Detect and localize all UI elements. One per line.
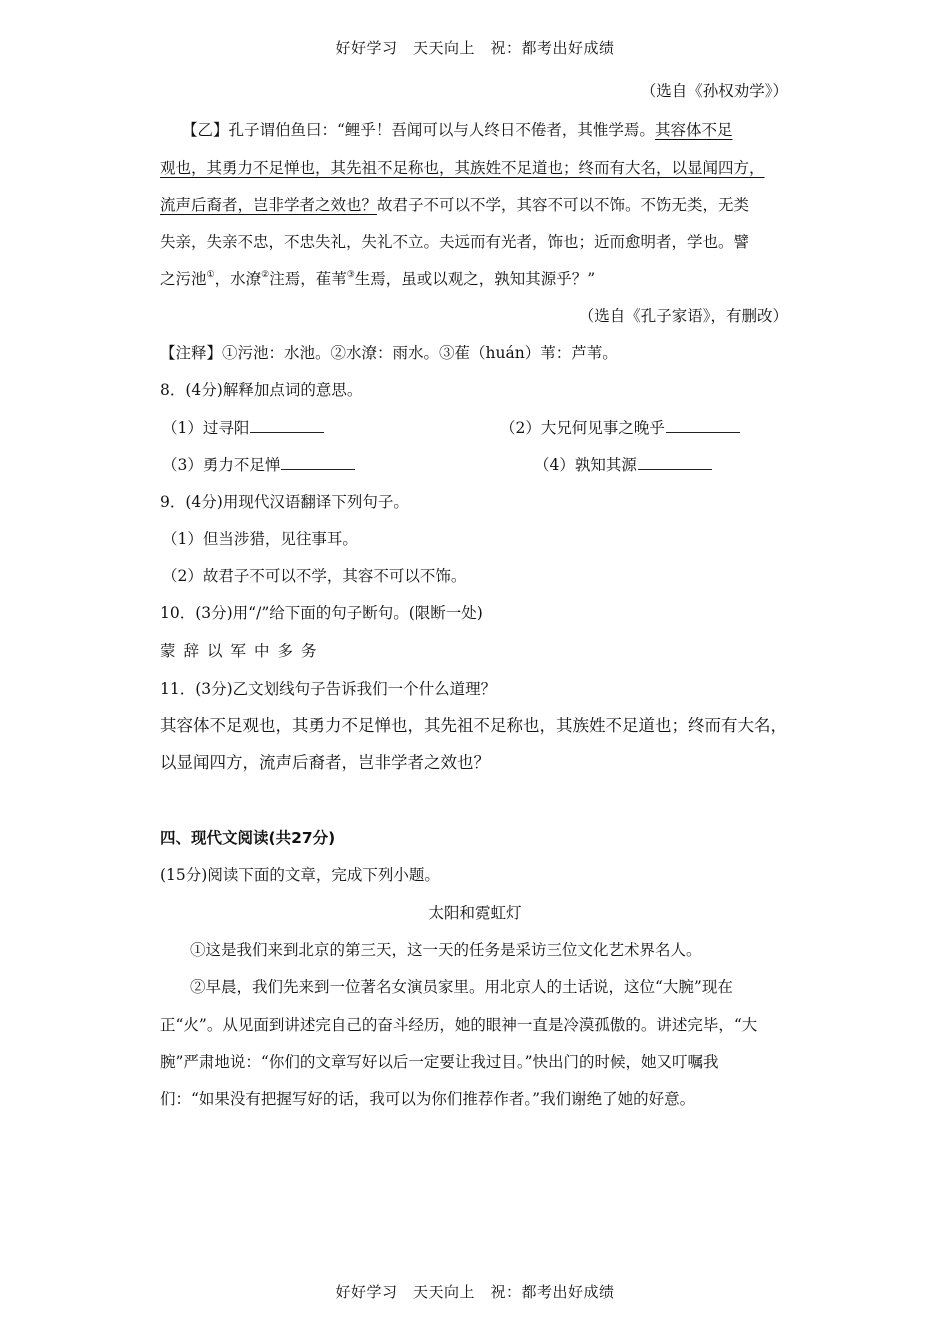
page-footer: 好好学习 天天向上 祝：都考出好成绩 [335,1283,615,1301]
answer-blank[interactable] [666,418,740,433]
question-11-line-1: 其容体不足观也，其勇力不足惮也，其先祖不足称也，其族姓不足道也；终而有大名， [160,716,787,735]
answer-blank[interactable] [250,418,324,433]
question-9-title: 9．(4分)用现代汉语翻译下列句子。 [160,493,409,511]
source-citation-b: （选自《孔子家语》，有删改） [578,307,788,325]
item-label: （2）大兄何见事之晚乎 [500,419,665,437]
article-paragraph-2-line-4: 们：“如果没有把握写好的话，我可以为你们推荐作者。”我们谢绝了她的好意。 [160,1090,696,1108]
article-paragraph-2-line-1: ②早晨，我们先来到一位著名女演员家里。用北京人的土话说，这位“大腕”现在 [190,978,733,996]
passage-text: 注焉，萑苇 [269,270,347,288]
underlined-sentence: 其容体不足 [654,121,733,139]
question-9-item-1: （1）但当涉猎，见往事耳。 [162,530,358,548]
question-9-item-2: （2）故君子不可以不学，其容不可以不饰。 [162,567,467,585]
footnote-marker: ① [206,270,215,280]
underlined-sentence: 流声后裔者，岂非学者之效也？ [160,196,378,214]
passage-yi-line-3 [160,195,749,215]
passage-text: 【乙】孔子谓伯鱼曰：“鲤乎！吾闻可以与人终日不倦者，其惟学焉。 [182,121,655,139]
footnote-marker: ③ [346,270,355,280]
source-citation-a: （选自《孙权劝学》） [640,82,788,100]
item-label: （3）勇力不足惮 [162,456,281,474]
section-4-intro: (15分)阅读下面的文章，完成下列小题。 [160,866,440,884]
question-11-title: 11．(3分)乙文划线句子告诉我们一个什么道理？ [160,680,497,698]
passage-text: 之污池 [160,270,207,288]
question-11-line-2: 以显闻四方，流声后裔者，岂非学者之效也？ [160,753,490,772]
question-8-item-2 [500,418,740,438]
section-4-heading: 四、现代文阅读(共27分) [160,829,336,847]
passage-text: 生焉，虽或以观之，孰知其源乎？” [354,270,596,288]
article-paragraph-1: ①这是我们来到北京的第三天，这一天的任务是采访三位文化艺术界名人。 [190,941,702,959]
passage-text: ，水潦 [214,270,262,288]
answer-blank[interactable] [638,455,712,470]
question-8-item-4 [534,455,712,475]
answer-blank[interactable] [281,455,355,470]
passage-yi-line-1 [182,120,732,140]
article-title: 太阳和霓虹灯 [428,904,522,922]
item-label: （4）孰知其源 [534,456,637,474]
question-10-sentence: 蒙辞以军中多务 [160,642,325,660]
question-8-title: 8．(4分)解释加点词的意思。 [160,381,363,399]
passage-yi-line-5 [160,269,595,289]
page-header: 好好学习 天天向上 祝：都考出好成绩 [335,39,615,57]
article-paragraph-2-line-2: 正“火”。从见面到讲述完自己的奋斗经历，她的眼神一直是冷漠孤傲的。讲述完毕，“大 [160,1016,758,1034]
passage-text: 故君子不可以不学，其容不可以不饰。不饬无类，无类 [377,196,750,214]
question-10-title: 10．(3分)用“/”给下面的句子断句。(限断一处) [160,604,483,622]
question-8-item-1 [162,418,324,438]
question-8-item-3 [162,455,355,475]
passage-yi-line-2 [160,158,765,178]
passage-yi-line-4: 失亲，失亲不忠，不忠失礼，失礼不立。夫远而有光者，饰也；近而愈明者，学也。譬 [160,233,750,251]
article-paragraph-2-line-3: 腕”严肃地说：“你们的文章写好以后一定要让我过目。”快出门的时候，她又叮嘱我 [160,1053,719,1071]
footnote-marker: ② [261,270,270,280]
underlined-sentence: 观也，其勇力不足惮也，其先祖不足称也，其族姓不足道也；终而有大名，以显闻四方， [160,159,765,177]
item-label: （1）过寻阳 [162,419,250,437]
annotation-note: 【注释】①污池：水池。②水潦：雨水。③萑（huán）苇：芦苇。 [160,344,618,362]
